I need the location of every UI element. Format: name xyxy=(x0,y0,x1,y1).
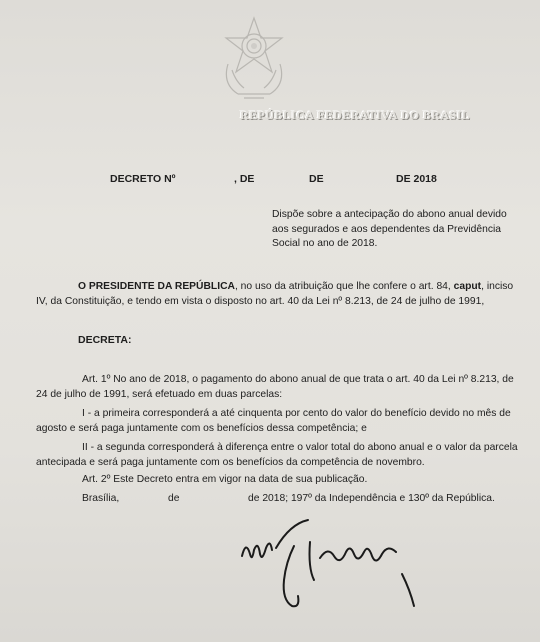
preamble-text-1: , no uso da atribuição que lhe confere o art. 84, xyxy=(234,281,454,292)
closing-de: de xyxy=(168,493,180,504)
preamble-text-2: , inciso IV, da Constituição, e tendo em vista o disposto no art. 40 da Lei nº 8.213, de 24 de julho de 1991, xyxy=(36,281,514,307)
decree-number-label: DECRETO Nº xyxy=(110,173,176,185)
inciso-2: II - a segunda corresponderá à diferença entre o valor total do abono anual e o valor da parcela antecipada e será paga juntamente com os benefícios da competência de novembro. xyxy=(36,442,518,468)
coat-of-arms-icon xyxy=(214,14,294,102)
ementa-summary: Dispõe sobre a antecipação do abono anual devido aos segurados e aos dependentes da Previdência Social no ano de 2018. xyxy=(272,209,507,249)
preamble xyxy=(36,279,526,309)
republic-header: REPÚBLICA FEDERATIVA DO BRASIL xyxy=(240,108,470,122)
closing-place: Brasília, xyxy=(82,493,120,504)
caput-label: caput xyxy=(453,281,482,292)
article-1: Art. 1º No ano de 2018, o pagamento do abono anual de que trata o art. 40 da Lei nº 8.213, de 24 de julho de 1991, será efetuado em duas parcelas: xyxy=(36,374,514,400)
decreta-heading: DECRETA: xyxy=(78,334,132,346)
closing-date-text: de 2018; 197º da Independência e 130º da República. xyxy=(248,493,495,504)
decree-de-label: , DE xyxy=(234,173,255,185)
article-2: Art. 2º Este Decreto entra em vigor na data de sua publicação. xyxy=(82,474,368,485)
president-label: O PRESIDENTE DA REPÚBLICA xyxy=(78,281,235,292)
decree-de-label-2: DE xyxy=(309,173,324,185)
decree-year: DE 2018 xyxy=(396,173,437,185)
signature-icon xyxy=(236,510,426,620)
inciso-1: I - a primeira corresponderá a até cinquenta por cento do valor do benefício devido no mês de agosto e será paga juntamente com os benefícios dessa competência; e xyxy=(36,408,511,434)
